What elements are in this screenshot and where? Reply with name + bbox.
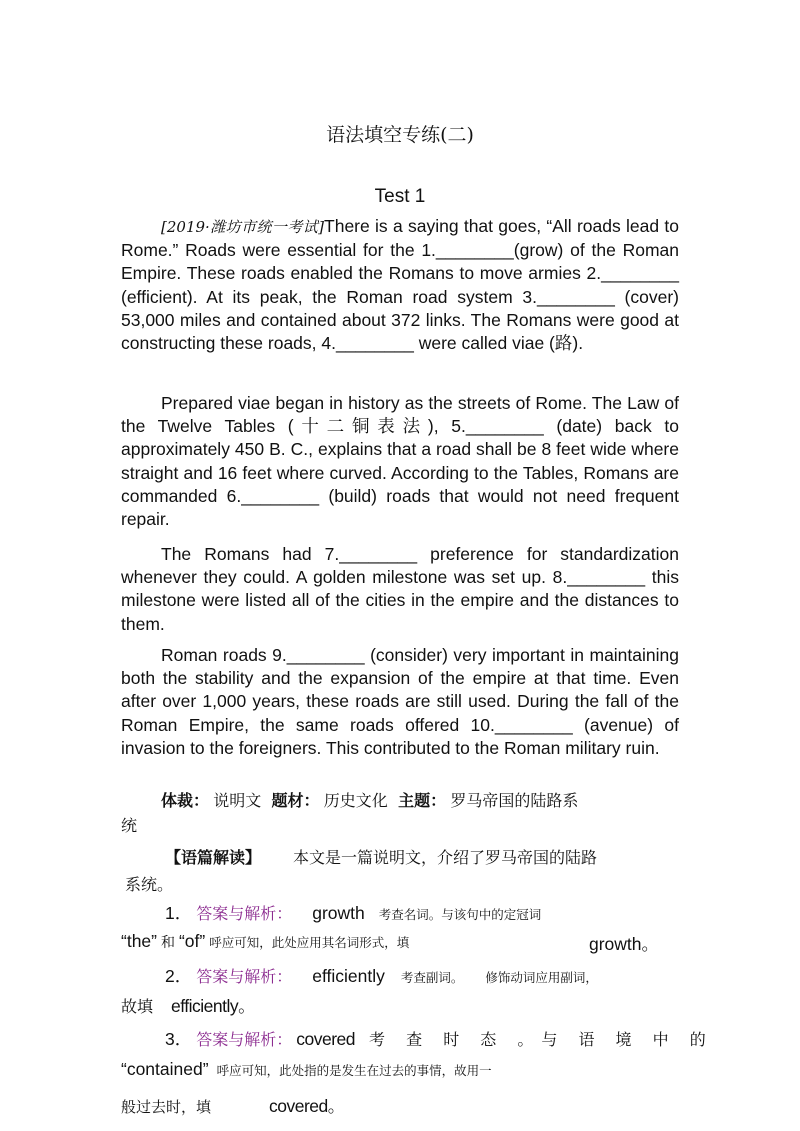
paragraph-text: There is a saying that goes, “All roads lead to Rome.” Roads were essential for the 1.________(grow) of the Roman Empire. These roads enabled the Romans to move armies 2.________ (efficient). At its peak, the Roman road system 3.________ (cover) 53,000 miles and contained about 372 links. The Romans were good at constructing these roads, 4.________ were called viae (路). (121, 216, 679, 354)
answer-number: 1． (165, 903, 193, 923)
fill-prefix: 故填 (121, 997, 154, 1016)
paragraph-text: Roman roads 9.________ (consider) very important in maintaining both the stability and the expansion of the empire at that time. Even after over 1,000 years, these roads are still used. During the fall of the Roman Empire, the same roads offered 10.________ (avenue) of invasion to the foreigners. This contributed to the Roman military ruin. (121, 645, 679, 758)
answer-label: 答案与解析： (196, 967, 293, 986)
answer-1 (165, 900, 541, 925)
passage-paragraph-2 (121, 392, 679, 531)
topic-value: 历史文化 (323, 791, 388, 810)
reading-summary (165, 845, 597, 868)
answer-note: 呼应可知，此处应用其名词形式，填 (209, 935, 410, 950)
test-title: Test 1 (374, 186, 426, 207)
reading-label: 【语篇解读】 (165, 848, 262, 867)
answer-note: 考查副词。 (400, 970, 464, 985)
answer-word: efficiently (312, 966, 385, 986)
and-text: 和 (160, 935, 175, 951)
theme-label: 主题： (398, 791, 447, 810)
genre-topic-theme (161, 787, 721, 815)
answer-number: 3． (165, 1029, 193, 1049)
answer-3 (165, 1026, 714, 1051)
theme-value: 罗马帝国的陆路系 (450, 791, 579, 810)
answer-note: 修饰动词应用副词， (485, 970, 598, 985)
answer-1-cont (121, 931, 409, 952)
answer-label: 答案与解析： (196, 904, 293, 923)
genre-label: 体裁： (161, 791, 210, 810)
reading-text: 本文是一篇说明文，介绍了罗马帝国的陆路 (293, 848, 598, 867)
topic-label: 题材： (271, 791, 320, 810)
answer-number: 2． (165, 966, 193, 986)
answer-label: 答案与解析： (196, 1030, 293, 1049)
answer-fill: growth。 (589, 934, 660, 954)
answer-note: 呼应可知，此处指的是发生在过去的事情，故用一 (216, 1063, 492, 1078)
answer-note: 考查名词。与该句中的定冠词 (378, 907, 542, 922)
quoted-word: “the” (121, 931, 157, 951)
reading-text-cont: 系统。 (125, 875, 174, 894)
answer-2-cont (121, 993, 255, 1018)
paragraph-text: The Romans had 7.________ preference for standardization whenever they could. A golden milestone was set up. 8.________ this milestone were listed all of the cities in the empire and the distances to them. (121, 544, 679, 634)
genre-value: 说明文 (213, 791, 262, 810)
answer-3-cont (121, 1059, 492, 1080)
answer-word: growth (312, 903, 365, 923)
answer-note: 考 查 时 态 。与 语 境 中 的 (369, 1030, 714, 1049)
answer-fill: covered。 (269, 1096, 345, 1116)
answer-3-cont-2 (121, 1093, 345, 1118)
answer-word: covered (296, 1029, 356, 1049)
paragraph-text: Prepared viae began in history as the streets of Rome. The Law of the Twelve Tables (十二铜表法), 5.________ (date) back to approximately 450 B. C., explains that a road shall be 8 feet wide where straight and 16 feet where curved. According to the Tables, Romans are commanded 6.________ (build) roads that would not need frequent repair. (121, 393, 679, 530)
quoted-word: “of” (178, 931, 206, 951)
answer-2 (165, 963, 598, 988)
passage-paragraph-3 (121, 543, 679, 636)
passage-paragraph-1 (121, 215, 679, 355)
passage-paragraph-4 (121, 644, 679, 760)
answer-fill: efficiently。 (171, 996, 256, 1016)
fill-prefix: 般过去时，填 (121, 1098, 212, 1116)
theme-value-cont: 统 (121, 816, 138, 835)
quoted-word: “contained” (121, 1059, 209, 1079)
source-citation: [2019·潍坊市统一考试] (161, 218, 325, 236)
page-title: 语法填空专练(二) (326, 124, 474, 146)
